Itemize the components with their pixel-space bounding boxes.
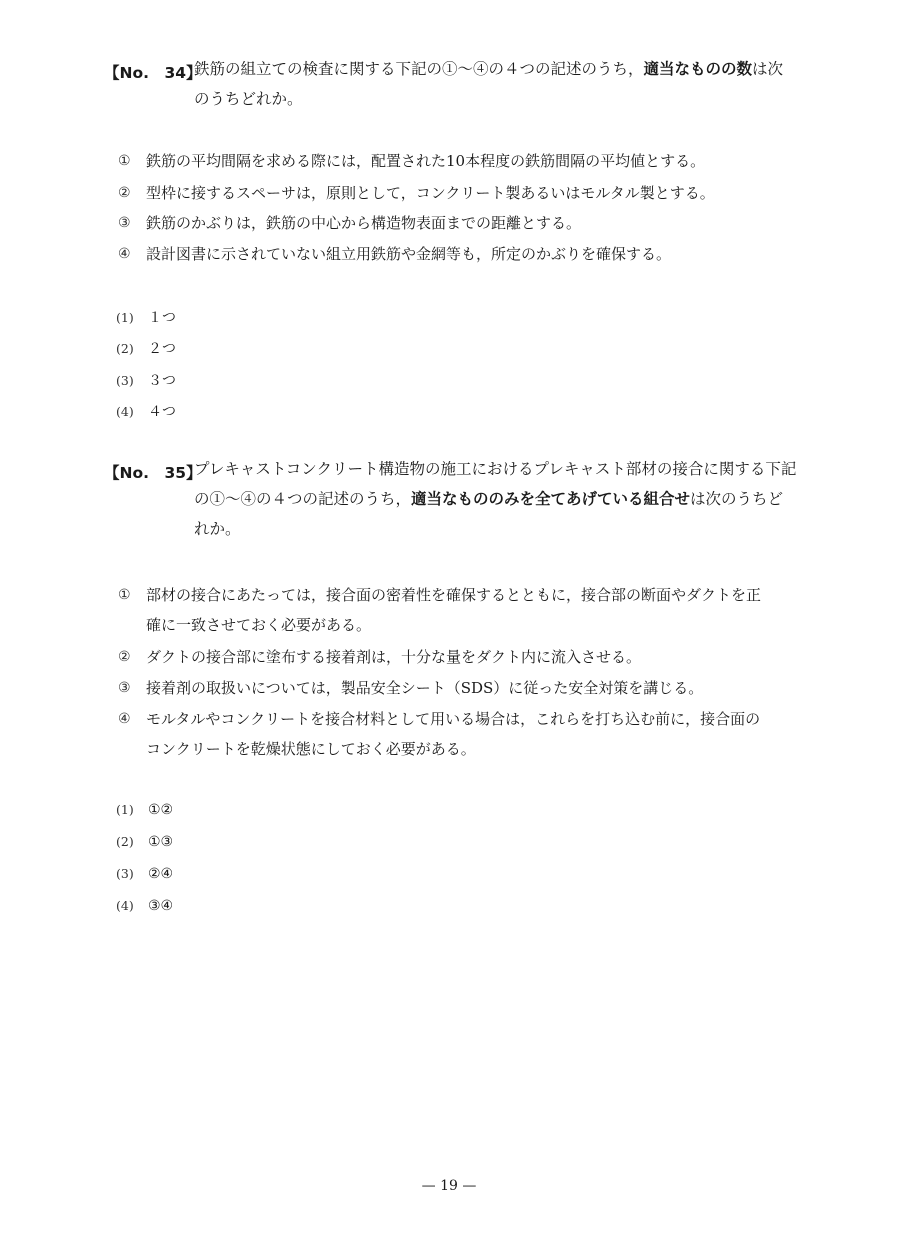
choice-text: ③④ [148,898,174,914]
stem-emphasis: 適当なものの数 [643,60,753,78]
question-stem [194,54,814,114]
question-number-label: 【No. 34】 [104,64,202,82]
question-number [104,61,202,83]
choice-text: １つ [148,310,176,326]
choice-2 [116,338,176,358]
choice-number: (3) [116,373,134,388]
stem-line: れか。 [194,520,241,538]
choice-text: ①② [148,802,174,818]
statement-text: 鉄筋のかぶりは，鉄筋の中心から構造物表面までの距離とする。 [146,214,582,232]
statement-number: ④ [118,246,131,262]
statement-text: 型枠に接するスペーサは，原則として，コンクリート製あるいはモルタル製とする。 [146,184,715,202]
question-number [104,461,202,483]
choice-number: (2) [116,341,134,356]
statement-text: 接着剤の取扱いについては，製品安全シート（SDS）に従った安全対策を講じる。 [146,679,704,697]
choice-number: (4) [116,404,134,419]
choice-4 [116,401,176,421]
statement-text: 設計図書に示されていない組立用鉄筋や金網等も，所定のかぶりを確保する。 [146,245,672,263]
statement-text: 確に一致させておく必要がある。 [146,616,372,634]
choice-number: (4) [116,898,134,913]
choice-3 [116,866,173,882]
page-number: — 19 — [421,1178,477,1194]
choice-4 [116,898,173,914]
choice-1 [116,802,173,818]
question-stem [194,454,814,544]
stem-line: のうちどれか。 [194,90,303,108]
choice-1 [116,307,176,327]
choice-text: ②④ [148,866,174,882]
statement-text: 部材の接合にあたっては，接合面の密着性を確保するとともに，接合部の断面やダクトを正 [146,586,762,604]
stem-emphasis: 適当なもののみを全てあげている組合せ [411,490,691,508]
stem-line: の①～④の４つの記述のうち，適当なもののみを全てあげている組合せは次のうちど [194,490,784,508]
statement-number: ④ [118,711,131,727]
statement-text: モルタルやコンクリートを接合材料として用いる場合は，これらを打ち込む前に，接合面の [146,710,761,728]
statement-number: ② [118,185,131,201]
statement-number: ③ [118,680,131,696]
statement-number: ② [118,649,131,665]
statement-text: ダクトの接合部に塗布する接着剤は，十分な量をダクト内に流入させる。 [146,648,642,666]
statement-number: ③ [118,215,131,231]
choice-3 [116,370,176,390]
choice-number: (1) [116,310,134,325]
stem-line: 鉄筋の組立ての検査に関する下記の①～④の４つの記述のうち，適当なものの数は次 [194,60,784,78]
stem-line: プレキャストコンクリート構造物の施工におけるプレキャスト部材の接合に関する下記 [194,460,797,478]
choice-2 [116,834,173,850]
choice-text: ①③ [148,834,174,850]
choice-number: (1) [116,802,134,817]
question-number-label: 【No. 35】 [104,464,202,482]
statement-number: ① [118,587,131,603]
statement-text: 鉄筋の平均間隔を求める際には，配置された10本程度の鉄筋間隔の平均値とする。 [146,152,706,170]
statement-number: ① [118,153,131,169]
statement-text: コンクリートを乾燥状態にしておく必要がある。 [146,740,476,758]
choice-number: (2) [116,834,134,849]
choice-number: (3) [116,866,134,881]
choice-text: ４つ [148,404,176,420]
choice-text: ２つ [148,341,176,357]
choice-text: ３つ [148,373,176,389]
